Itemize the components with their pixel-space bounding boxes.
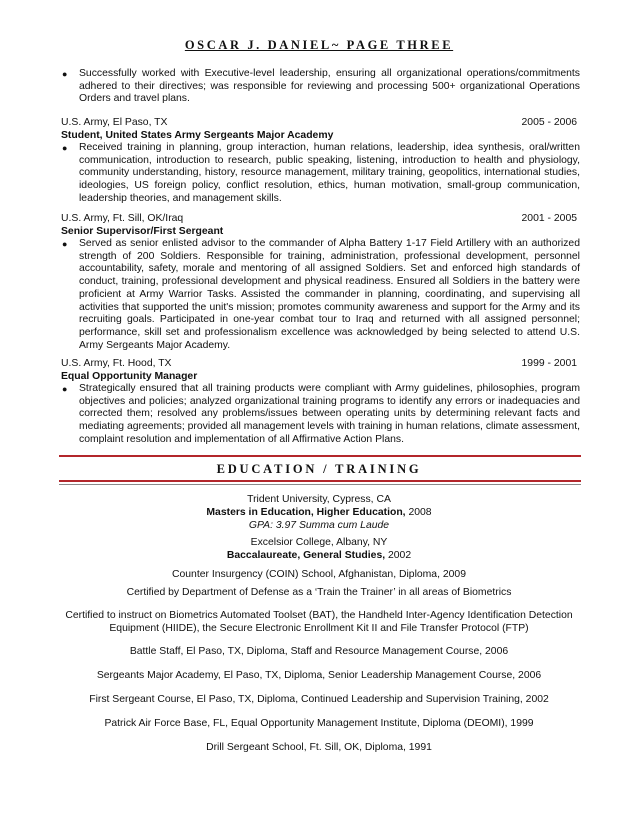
degree-1-school: Trident University, Cypress, CA xyxy=(247,494,391,505)
training-item: Sergeants Major Academy, El Paso, TX, Diploma, Senior Leadership Management Course, 2006 xyxy=(96,670,542,681)
job-years: 2001 - 2005 xyxy=(521,213,577,224)
job-header xyxy=(61,116,577,129)
degree-1-line xyxy=(40,507,598,520)
job-header xyxy=(61,357,577,370)
job-location: U.S. Army, Ft. Sill, OK/Iraq xyxy=(61,213,184,224)
job-title: Senior Supervisor/First Sergeant xyxy=(61,226,224,237)
list-item xyxy=(62,142,580,206)
training-item: Battle Staff, El Paso, TX, Diploma, Staff and Resource Management Course, 2006 xyxy=(129,646,509,657)
bullet-text: Received training in planning, group interaction, human relations, leadership, idea synthesis, oral/written communication, introduction to research, public speaking, listening, introduction to health and physiology, community understanding, history, resource management, military training, geopolitics, international studies, ideologies, US foreign policy, conflict resolution, ethics, human motivation, small-group communication, leadership theories, and management skills. xyxy=(79,142,580,204)
job-header xyxy=(61,212,577,225)
training-item: First Sergeant Course, El Paso, TX, Diploma, Continued Leadership and Supervision Training, 2002 xyxy=(89,694,549,705)
degree-2-name: Baccalaureate, General Studies, xyxy=(226,550,386,561)
degree-2-year: 2002 xyxy=(388,550,412,561)
training-item: Counter Insurgency (COIN) School, Afghanistan, Diploma, 2009 xyxy=(172,569,466,580)
section-rule-red xyxy=(59,480,581,482)
job-location: U.S. Army, El Paso, TX xyxy=(61,117,168,128)
training-item: Certified by Department of Defense as a ‘Train the Trainer’ in all areas of Biometrics xyxy=(126,587,512,598)
section-heading: EDUCATION / TRAINING xyxy=(216,462,422,476)
training-item: Drill Sergeant School, Ft. Sill, OK, Diploma, 1991 xyxy=(206,742,432,753)
section-rule-gray xyxy=(59,484,581,485)
job-years: 2005 - 2006 xyxy=(521,117,577,128)
list-item xyxy=(62,68,580,106)
degree-2-school: Excelsior College, Albany, NY xyxy=(250,537,388,548)
bullet-icon: ● xyxy=(62,143,68,153)
job-title: Equal Opportunity Manager xyxy=(61,371,198,382)
training-item: Certified to instruct on Biometrics Automated Toolset (BAT), the Handheld Inter-Agency Identification Detection Equipment (HIIDE), the Secure Electronic Enrollment Kit II and File Transfer Protocol (FTP) xyxy=(65,610,573,634)
section-rule-top xyxy=(59,455,581,457)
bullet-icon: ● xyxy=(62,384,68,394)
job-location: U.S. Army, Ft. Hood, TX xyxy=(61,358,172,369)
job-years: 1999 - 2001 xyxy=(521,358,577,369)
bullet-text: Served as senior enlisted advisor to the commander of Alpha Battery 1-17 Field Artillery with an authorized strength of 200 Soldiers. Responsible for training, administration, professional development, personnel accountability, safety, morale and mentoring of all assigned Soldiers. Set and enforced high standards of conduct, training, professional development and physical readiness. Ensured all Soldiers in the battery were proficient at Army Warrior Tasks. Assisted the commander in planning, coordinating, and supervising all activities that supported the unit's mission; promotes community awareness and support for the Army and its recruiting goals. Participated in one-year combat tour to Iraq and returned with all assigned personnel; performance, skill set and professionalism excellence was acknowledged by being selected to attend U.S. Army Sergeants Major Academy. xyxy=(79,238,580,351)
bullet-icon: ● xyxy=(62,239,68,249)
degree-1-name: Masters in Education, Higher Education, xyxy=(206,507,406,518)
degree-2-line xyxy=(40,550,598,563)
gpa-text: GPA: 3.97 Summa cum Laude xyxy=(248,520,390,531)
page-header: OSCAR J. DANIEL~ PAGE THREE xyxy=(184,38,454,52)
job-title: Student, United States Army Sergeants Major Academy xyxy=(61,130,334,141)
list-item xyxy=(62,238,580,352)
bullet-icon: ● xyxy=(62,69,68,79)
training-item: Patrick Air Force Base, FL, Equal Opportunity Management Institute, Diploma (DEOMI), 1999 xyxy=(104,718,534,729)
list-item xyxy=(62,383,580,447)
bullet-text: Successfully worked with Executive-level leadership, ensuring all organizational operations/commitments adhered to their directives; was responsible for reviewing and processing 500+ organizational Operations Orders and travel plans. xyxy=(79,68,580,105)
degree-1-year: 2008 xyxy=(408,507,432,518)
bullet-text: Strategically ensured that all training products were compliant with Army guidelines, philosophies, program objectives and policies; analyzed organizational training programs to identify any errors or inadequacies and corrected them; resolved any problems/issues between operating units by determining relevant facts and mediating agreements; provided all management levels with training in human relations, climate assessment, complaint resolution and implementation of all Affirmative Action Plans. xyxy=(79,383,580,445)
degree-1-gpa xyxy=(40,520,598,533)
